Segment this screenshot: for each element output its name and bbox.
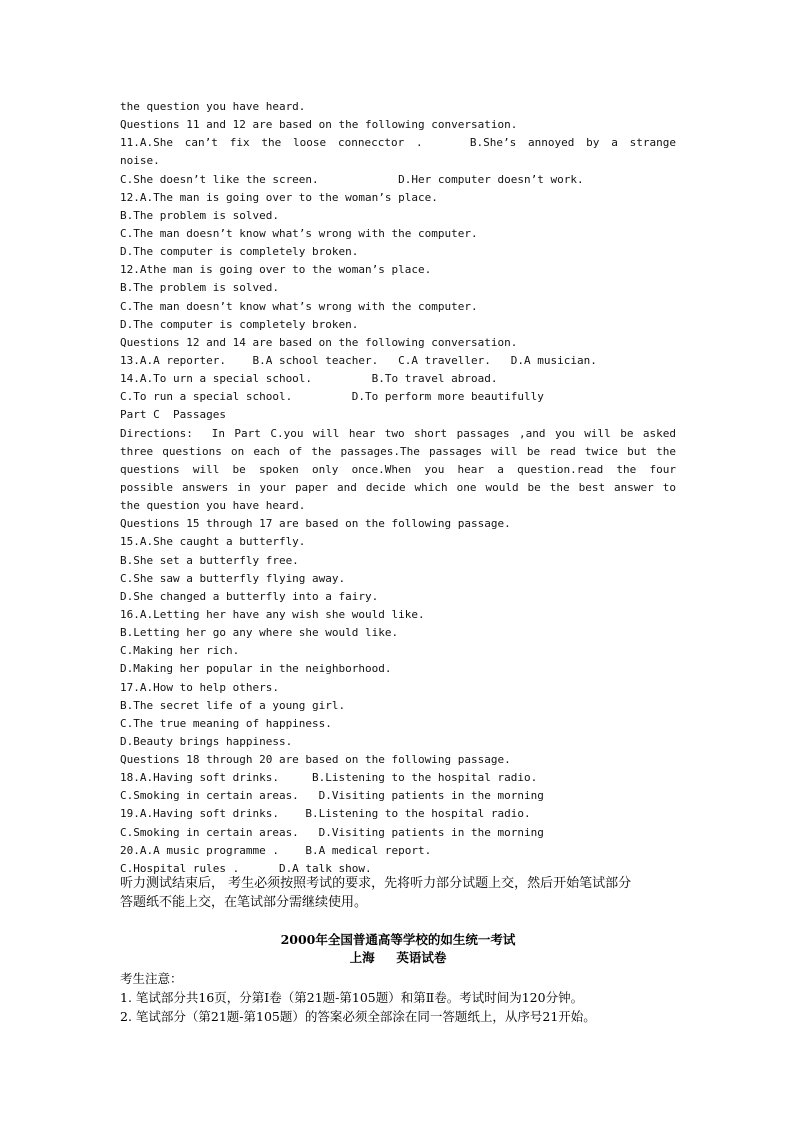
instruction-line: 答题纸不能上交，在笔试部分需继续使用。 (120, 895, 368, 910)
question-option-line: C.The true meaning of happiness. (120, 716, 332, 730)
exam-title: 2000年全国普通高等学校的如生统一考试 (280, 932, 516, 947)
question-heading: Questions 18 through 20 are based on the following passage. (120, 753, 511, 767)
text-line: the question you have heard. (120, 100, 306, 113)
question-option-line: 12.Athe man is going over to the woman’s place. (120, 263, 432, 277)
question-option-line: B.The problem is solved. (120, 208, 279, 222)
question-option-line: 11.A.She can’t fix the loose connecctor . B.She’s annoyed by a strange (120, 136, 676, 150)
question-option-line: D.Beauty brings happiness. (120, 734, 293, 748)
exam-title-block (120, 931, 676, 967)
note-item: 2. 笔试部分（第21题-第105题）的答案必须全部涂在同一答题纸上，从序号21开始。 (120, 1009, 596, 1024)
question-heading: Questions 12 and 14 are based on the following conversation. (120, 335, 518, 349)
question-option-line: 18.A.Having soft drinks. B.Listening to the hospital radio. (120, 771, 538, 785)
part-heading: Part C Passages (120, 408, 226, 422)
question-option-line: D.The computer is completely broken. (120, 245, 359, 259)
question-option-line: B.The problem is solved. (120, 281, 279, 295)
question-heading: Questions 11 and 12 are based on the following conversation. (120, 118, 518, 132)
notes-heading: 考生注意： (120, 971, 183, 986)
question-option-line: D.The computer is completely broken. (120, 317, 359, 331)
directions-line: the question you have heard. (120, 499, 306, 513)
listening-section (120, 98, 676, 878)
question-option-line: C.She saw a butterfly flying away. (120, 571, 346, 585)
question-option-line: B.The secret life of a young girl. (120, 698, 346, 712)
question-option-line: C.Smoking in certain areas. D.Visiting patients in the morning (120, 789, 544, 803)
question-option-line: 14.A.To urn a special school. B.To travel abroad. (120, 372, 498, 386)
question-option-line: 12.A.The man is going over to the woman’s place. (120, 190, 438, 204)
question-option-line: noise. (120, 154, 160, 168)
question-option-line: C.Smoking in certain areas. D.Visiting patients in the morning (120, 825, 544, 839)
question-option-line: C.The man doesn’t know what’s wrong with the computer. (120, 299, 478, 313)
question-option-line: C.Making her rich. (120, 644, 240, 658)
directions-line: three questions on each of the passages.The passages will be read twice but the (120, 444, 676, 458)
question-option-line: B.She set a butterfly free. (120, 553, 299, 567)
instruction-line: 听力测试结束后， 考生必须按照考试的要求，先将听力部分试题上交，然后开始笔试部分 (120, 876, 632, 891)
candidate-notes (120, 969, 680, 1026)
question-option-line: 17.A.How to help others. (120, 680, 279, 694)
question-option-line: 16.A.Letting her have any wish she would like. (120, 607, 425, 621)
question-option-line: C.Hospital rules . D.A talk show. (120, 861, 372, 875)
question-heading: Questions 15 through 17 are based on the following passage. (120, 517, 511, 531)
directions-line: questions will be spoken only once.When you hear a question.read the four (120, 462, 676, 476)
question-option-line: 15.A.She caught a butterfly. (120, 535, 306, 549)
question-option-line: C.To run a special school. D.To perform more beautifully (120, 390, 544, 404)
question-option-line: D.Making her popular in the neighborhood. (120, 662, 392, 676)
directions-line: possible answers in your paper and decide which one would be the best answer to (120, 480, 676, 494)
question-option-line: 13.A.A reporter. B.A school teacher. C.A traveller. D.A musician. (120, 353, 597, 367)
question-option-line: C.The man doesn’t know what’s wrong with the computer. (120, 226, 478, 240)
directions-line: Directions: In Part C.you will hear two short passages ,and you will be asked (120, 426, 676, 440)
exam-subtitle: 上海 英语试卷 (349, 950, 447, 965)
note-item: 1. 笔试部分共16页，分第Ⅰ卷（第21题-第105题）和第Ⅱ卷。考试时间为120分钟。 (120, 990, 584, 1005)
question-option-line: 20.A.A music programme . B.A medical report. (120, 843, 432, 857)
question-option-line: D.She changed a butterfly into a fairy. (120, 589, 379, 603)
instruction-paragraph (120, 874, 680, 912)
question-option-line: C.She doesn’t like the screen. D.Her computer doesn’t work. (120, 172, 584, 186)
question-option-line: B.Letting her go any where she would like. (120, 626, 399, 640)
question-option-line: 19.A.Having soft drinks. B.Listening to the hospital radio. (120, 807, 531, 821)
